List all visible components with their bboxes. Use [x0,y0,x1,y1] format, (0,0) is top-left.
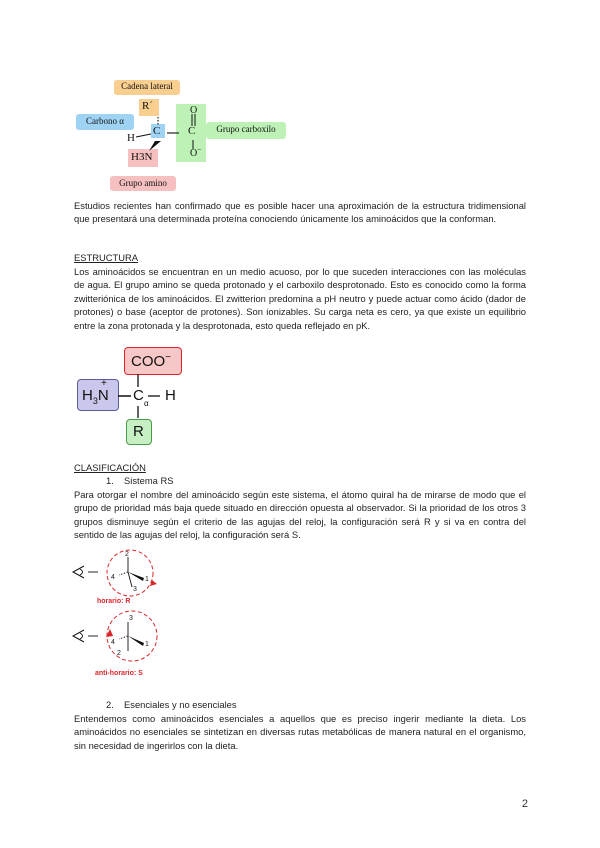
side-chain-label: Cadena lateral [121,81,173,91]
estructura-paragraph: Los aminoácidos se encuentran en un medio acuoso, por lo que suceden interacciones con las moléculas de agua. El grupo amino se queda protonado y el carboxilo desprotonado. Esto es conocido como la forma zwitteriónica de los aminoácidos. El zwitterion predomina a pH neutro y puede actuar como ácido (dador de protones) o base (aceptor de protones). Son ionizables. Su carga neta es cero, ya que existe un equilibrio entre la zona protonada y la desprotonada, esto queda reflejado en pK. [74,266,526,331]
amino-atom: H3N [131,151,153,163]
clockwise-caption: horario: R [97,598,131,605]
r-group-label: R´ [142,100,153,112]
h-bond [136,134,151,137]
oxygen-charge: − [197,145,202,154]
h3n-label [82,387,109,406]
rs-num-1-top: 1 [145,576,149,583]
bond-back-1 [119,572,128,575]
bond-wedge-2 [128,636,144,646]
item2-paragraph: Entendemos como aminoácidos esenciales a aquellos que es preciso ingerir mediante la dieta. Los aminoácidos no esenciales se sintetizan en diversas rutas metabólicas de manera natural en el organismo, sin necesidad de ingerirlos con la dieta. [74,713,526,751]
eye-icon [73,566,84,578]
h3n-charge: + [101,378,107,389]
bond-down-1 [128,572,132,587]
alpha-carbon-atom-2: C [133,387,144,404]
amino-group-label: Grupo amino [119,178,167,188]
rs-num-3-bottom: 3 [129,615,133,622]
oxygen-top-atom: O [190,105,198,116]
rs-num-4-bottom: 4 [111,639,115,646]
rs-num-1-bottom: 1 [145,641,149,648]
amino-wedge-bond [149,141,161,151]
clockwise-arrow-icon [150,580,157,586]
coo-charge: − [165,352,172,363]
rs-diagram [70,548,170,688]
rs-num-2-bottom: 2 [117,650,121,657]
fig2-bonds [110,370,190,422]
carboxyl-carbon-atom: C [188,125,196,137]
counter-caption: anti-horario: S [95,670,143,677]
h3n-sub: 3 [92,396,98,406]
estructura-heading: ESTRUCTURA [74,252,139,263]
r-label: R [133,423,144,440]
carboxyl-group-label: Grupo carboxilo [216,124,276,134]
h3n-h: H [82,387,93,404]
item1-number: 1. [106,475,114,486]
h3n-n: N [97,387,109,404]
bond-back-2 [119,636,128,639]
item1-paragraph: Para otorgar el nombre del aminoácido según este sistema, el átomo quiral ha de mirarse de modo que el grupo de prioridad más baja quede situado en dirección opuesta al observador. Si la prioridad de los otros 3 grupos disminuye según el criterio de las agujas del reloj, la configuración será R y si va en contra del sentido de las agujas del reloj, la configuración será S. [74,489,526,541]
rs-num-2-top: 2 [125,551,129,558]
rs-num-3-top: 3 [133,586,137,593]
item1-label: Sistema RS [124,475,174,486]
alpha-carbon-label: Carbono α [86,116,124,126]
item2-label: Esenciales y no esenciales [124,699,237,710]
intro-paragraph: Estudios recientes han confirmado que es posible hacer una aproximación de la estructura tridimensional que presentará una determinada proteína conociendo únicamente los aminoácidos que la conforman. [74,200,526,225]
hydrogen-atom-2: H [165,387,176,404]
eye-icon-2 [73,630,84,642]
item2-number: 2. [106,699,114,710]
hydrogen-label: H [127,132,135,144]
alpha-carbon-atom: C [153,125,161,137]
clasificacion-heading: CLASIFICACIÓN [74,462,146,473]
rs-num-4-top: 4 [111,574,115,581]
coo-text: COO [131,353,166,370]
page-number: 2 [521,798,528,810]
coo-label [131,352,171,370]
oxygen-bottom-atom: O [190,148,198,159]
alpha-subscript: α [144,399,149,408]
